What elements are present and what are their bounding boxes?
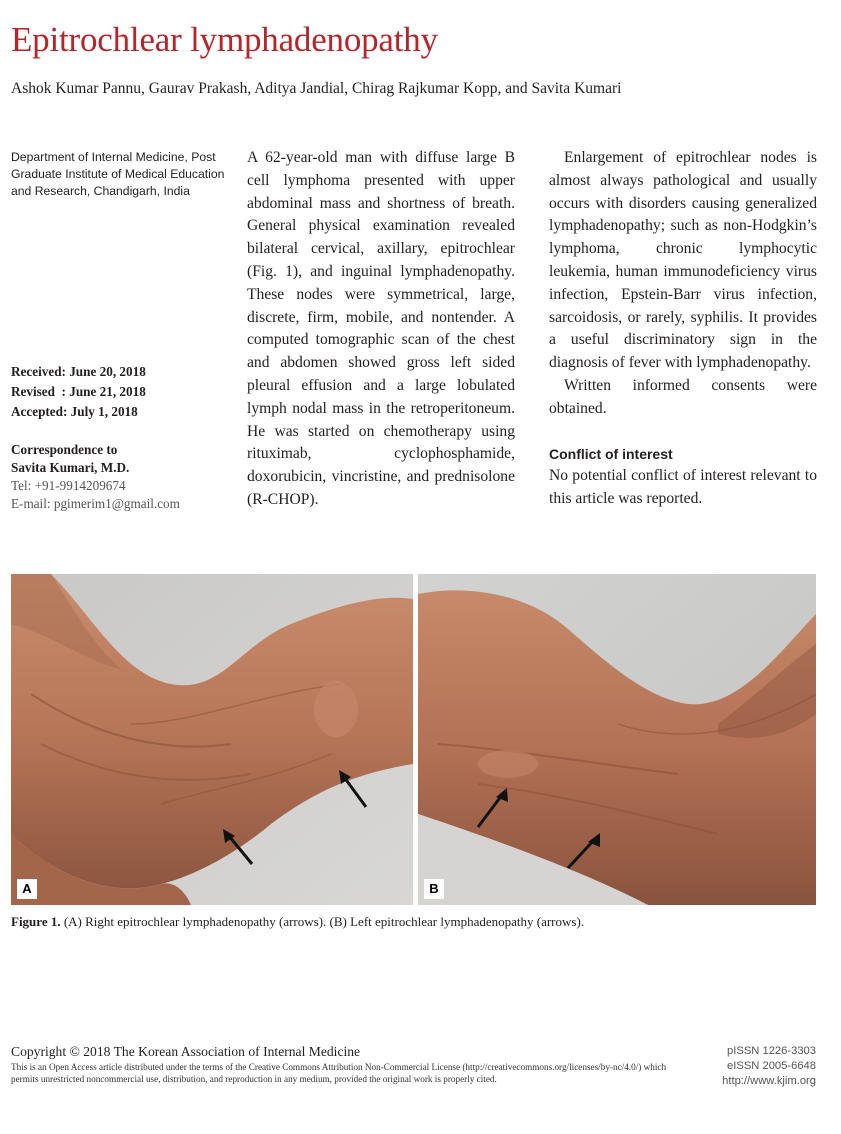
body-column-2 (549, 147, 817, 511)
discussion-paragraph: Enlargement of epitrochlear nodes is almost always pathological and usually occurs with disorders causing generalized lymphadenopathy; such as non-Hodgkin’s lymphoma, chronic lymphocytic leukemia, human immunodeficiency virus infection, Epstein-Barr virus infection, sarcoidosis, or rarely, syphilis. It provides a useful discriminatory sign in the diagnosis of fever with lymphadenopathy. (549, 149, 817, 372)
correspondence-block (11, 441, 241, 513)
left-arm-photo (418, 574, 816, 905)
correspondence-heading: Correspondence to (11, 442, 118, 457)
accepted-date: Accepted: July 1, 2018 (11, 404, 138, 419)
journal-identifiers (722, 1044, 816, 1089)
affiliation: Department of Internal Medicine, Post Graduate Institute of Medical Education and Research, Chandigarh, India (11, 150, 225, 198)
case-paragraph: A 62-year-old man with diffuse large B cell lymphoma presented with upper abdominal mass and shortness of breath. General physical examination revealed bilateral cervical, axillary, epitrochlear (Fig. 1), and inguinal lymphadenopathy. These nodes were symmetrical, large, discrete, firm, mobile, and nontender. A computed tomographic scan of the chest and abdomen showed gross left sided pleural effusion and a large lobulated lymph nodal mass in the retroperitoneum. He was started on chemotherapy using rituximab, cyclophosphamide, doxorubicin, vincristine, and prednisolone (R-CHOP). (247, 149, 515, 508)
figure-panel-a (11, 574, 413, 905)
figure-caption-text: (A) Right epitrochlear lymphadenopathy (arrows). (B) Left epitrochlear lymphadenopathy (arrows). (60, 914, 585, 929)
consent-paragraph: Written informed consents were obtained. (549, 376, 817, 417)
revised-date: Revised : June 21, 2018 (11, 384, 146, 399)
right-arm-photo (11, 574, 413, 905)
pissn: pISSN 1226-3303 (727, 1045, 816, 1057)
body-column-1 (247, 147, 515, 512)
received-date: Received: June 20, 2018 (11, 364, 146, 379)
article-dates (11, 362, 233, 422)
correspondence-tel: Tel: +91-9914209674 (11, 478, 126, 493)
eissn: eISSN 2005-6648 (727, 1060, 816, 1072)
author-list: Ashok Kumar Pannu, Gaurav Prakash, Aditya Jandial, Chirag Rajkumar Kopp, and Savita Kumari (11, 80, 622, 97)
panel-b-label: B (424, 879, 444, 899)
figure-caption-label: Figure 1. (11, 914, 61, 929)
article-title: Epitrochlear lymphadenopathy (11, 20, 438, 59)
license-notice: This is an Open Access article distributed under the terms of the Creative Commons Attribution Non-Commercial License (http://creativecommons.org/licenses/by-nc/4.0/) which permits unrestricted noncommercial use, distribution, and reproduction in any medium, provided the original work is properly cited. (11, 1062, 667, 1084)
conflict-of-interest-text: No potential conflict of interest relevant to this article was reported. (549, 467, 817, 508)
figure-panel-b (418, 574, 816, 905)
correspondence-name: Savita Kumari, M.D. (11, 460, 130, 475)
correspondence-email[interactable]: E-mail: pgimerim1@gmail.com (11, 496, 180, 511)
figure-caption (11, 913, 584, 930)
copyright-notice: Copyright © 2018 The Korean Association of Internal Medicine (11, 1044, 361, 1059)
journal-url[interactable]: http://www.kjim.org (722, 1075, 816, 1087)
panel-a-label: A (17, 879, 37, 899)
conflict-of-interest-heading: Conflict of interest (549, 445, 673, 462)
